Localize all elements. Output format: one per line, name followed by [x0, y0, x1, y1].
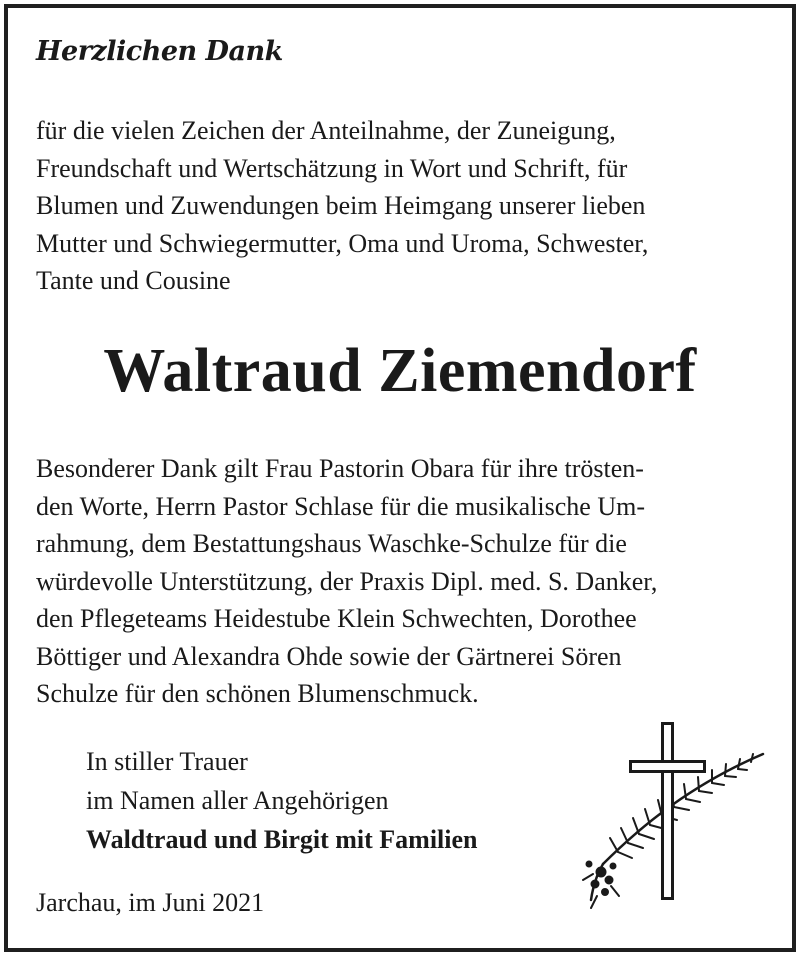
deceased-name: Waltraud Ziemendorf: [103, 337, 697, 405]
thanks-line: den Pflegeteams Heidestube Klein Schwechten, Dorothee: [36, 604, 637, 633]
thanks-line: den Worte, Herrn Pastor Schlase für die musikalische Um-: [36, 491, 645, 521]
thanks-line: Besonderer Dank gilt Frau Pastorin Obara für ihre trösten-: [36, 454, 644, 483]
place-date: Jarchau, im Juni 2021: [36, 888, 265, 917]
thanks-line: würdevolle Unterstützung, der Praxis Dipl. med. S. Danker,: [36, 566, 658, 596]
signers: Waldtraud und Birgit mit Familien: [86, 825, 478, 854]
intro-line: für die vielen Zeichen der Anteilnahme, der Zuneigung,: [36, 116, 616, 145]
intro-paragraph: [36, 112, 766, 300]
intro-line: Blumen und Zuwendungen beim Heimgang unserer lieben: [36, 191, 646, 220]
thanks-paragraph: [36, 450, 766, 713]
closing-line: In stiller Trauer: [86, 747, 248, 776]
notice-heading: Herzlichen Dank: [36, 36, 283, 67]
thanks-line: Schulze für den schönen Blumenschmuck.: [36, 679, 479, 708]
intro-line: Freundschaft und Wertschätzung in Wort und Schrift, für: [36, 153, 628, 183]
thanks-line: Böttiger und Alexandra Ohde sowie der Gärtnerei Sören: [36, 641, 622, 671]
closing-line: im Namen aller Angehörigen: [86, 786, 389, 815]
closing-block: [86, 742, 478, 859]
intro-line: Mutter und Schwiegermutter, Oma und Uroma, Schwester,: [36, 228, 649, 258]
thanks-line: rahmung, dem Bestattungshaus Waschke-Schulze für die: [36, 529, 627, 558]
cross-with-palm-icon: [573, 714, 778, 919]
notice-frame: [4, 4, 796, 952]
cross-icon: [629, 722, 706, 900]
intro-line: Tante und Cousine: [36, 266, 231, 295]
